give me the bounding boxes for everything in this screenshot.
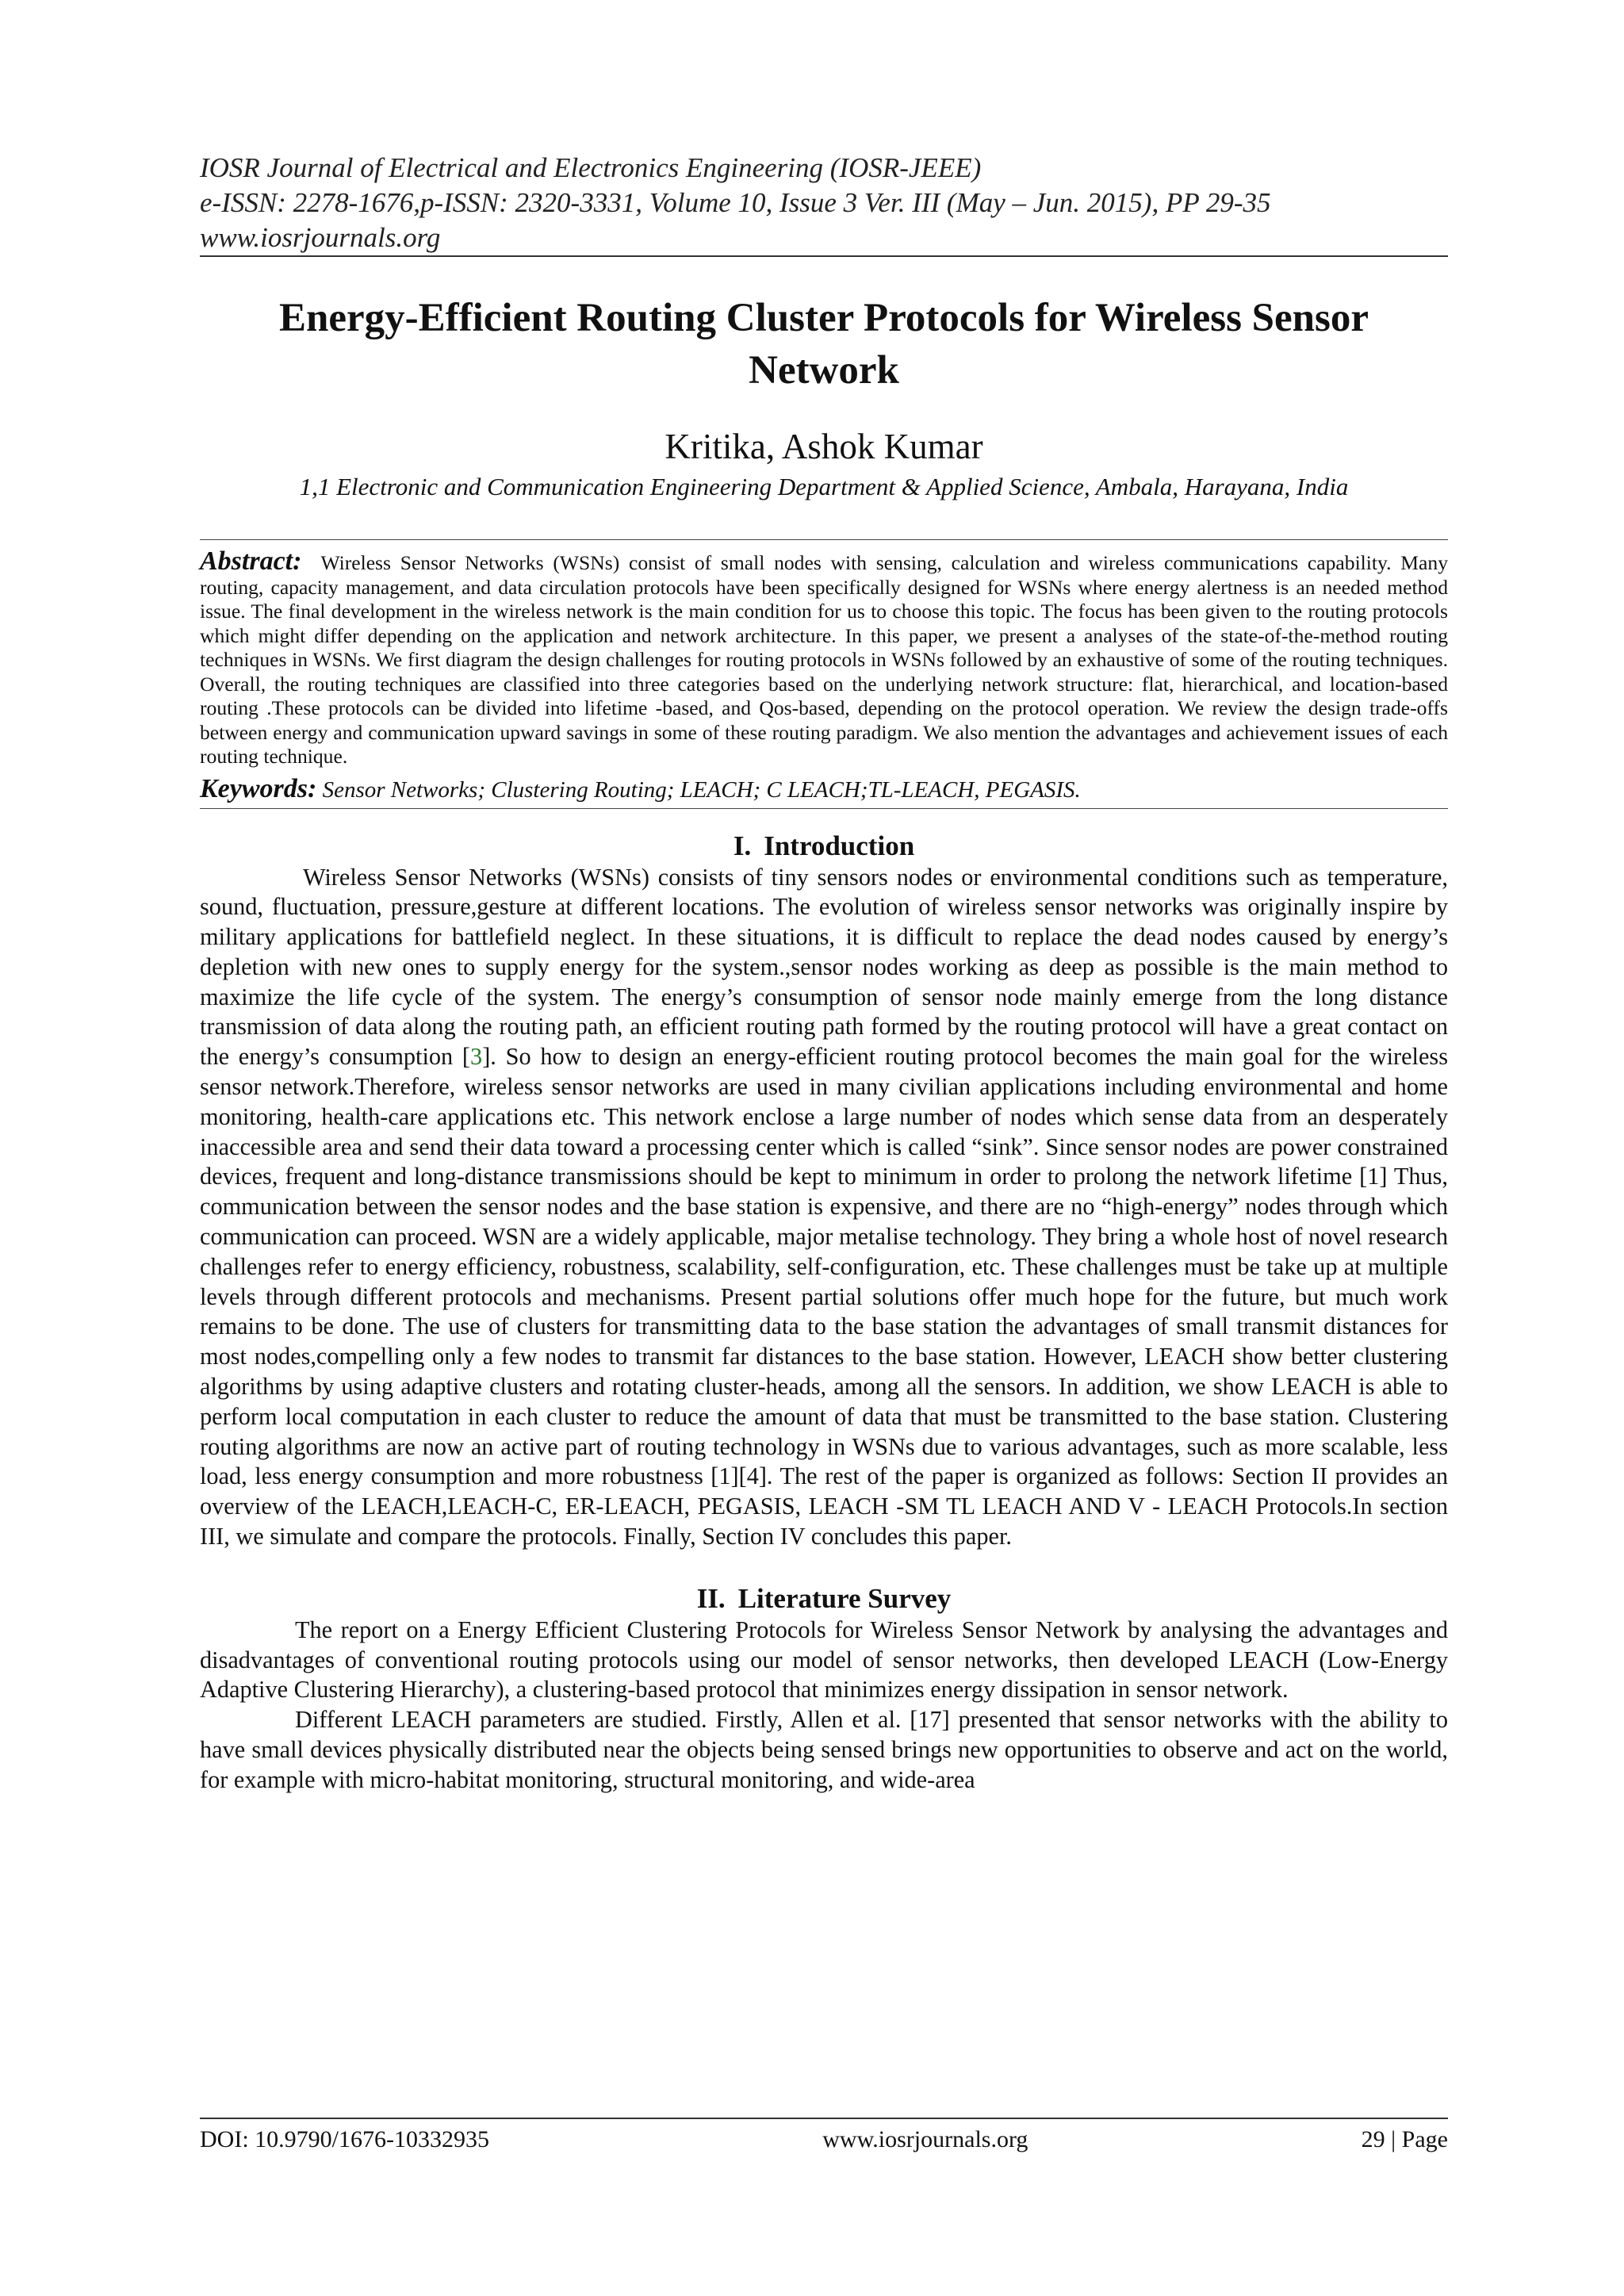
paper-page xyxy=(200,151,1448,1796)
section-title: Literature Survey xyxy=(737,1582,952,1614)
keywords xyxy=(200,774,1448,805)
section-number: I. xyxy=(733,830,752,861)
footer-page-number: 29 | Page xyxy=(1361,2126,1448,2152)
paragraph-text: ]. So how to design an energy-efficient routing protocol becomes the main goal for the wireless sensor network.Therefore, wireless sensor networks are used in many civilian applications including environmental and home monitoring, health-care applications etc. This network enclose a large number of nodes which sense data from an desperately inaccessible area and send their data toward a processing center which is called “sink”. Since sensor nodes are power constrained devices, frequent and long-distance transmissions should be kept to minimum in order to prolong the network lifetime [1] Thus, communication between the sensor nodes and the base station is expensive, and there are no “high-energy” nodes through which communication can proceed. WSN are a widely applicable, major metalise technology. They bring a whole host of novel research challenges refer to energy efficiency, robustness, scalability, self-configuration, etc. These challenges must be take up at multiple levels through different protocols and mechanisms. Present partial solutions offer much hope for the future, but much work remains to be done. The use of clusters for transmitting data to the base station the advantages of small transmit distances for most nodes,compelling only a few nodes to transmit far distances to the base station. However, LEACH show better clustering algorithms by using adaptive clusters and rotating cluster-heads, among all the sensors. In addition, we show LEACH is able to perform local computation in each cluster to reduce the amount of data that must be transmitted to the base station. Clustering routing algorithms are now an active part of routing technology in WSNs due to various advantages, such as more scalable, less load, less energy consumption and more robustness [1][4]. The rest of the paper is organized as follows: Section II provides an overview of the LEACH,LEACH-C, ER-LEACH, PEGASIS, LEACH -SM TL LEACH AND V - LEACH Protocols.In section III, we simulate and compare the protocols. Finally, Section IV concludes this paper. xyxy=(200,1043,1448,1550)
footer-site: www.iosrjournals.org xyxy=(822,2126,1028,2152)
section-heading-introduction xyxy=(200,830,1448,863)
page-footer xyxy=(200,2118,1448,2156)
header-divider xyxy=(200,255,1448,257)
section-number: II. xyxy=(696,1582,726,1614)
section-heading-literature-survey xyxy=(200,1582,1448,1616)
abstract-label: Abstract: xyxy=(200,546,302,576)
journal-url: www.iosrjournals.org xyxy=(200,222,441,253)
paper-authors: Kritika, Ashok Kumar xyxy=(665,427,983,466)
literature-paragraph: The report on a Energy Efficient Clustering Protocols for Wireless Sensor Network by analysing the advantages and disadvantages of conventional routing protocols using our model of sensor networks, then developed LEACH (Low-Energy Adaptive Clustering Hierarchy), a clustering-based protocol that minimizes energy dissipation in sensor network. xyxy=(200,1616,1448,1704)
journal-issn: e-ISSN: 2278-1676,p-ISSN: 2320-3331, Volume 10, Issue 3 Ver. III (May – Jun. 2015), PP 29-35 xyxy=(200,187,1271,218)
keywords-text: Sensor Networks; Clustering Routing; LEACH; C LEACH;TL-LEACH, PEGASIS. xyxy=(322,776,1081,803)
journal-header xyxy=(200,151,1448,255)
abstract-text: Wireless Sensor Networks (WSNs) consist of small nodes with sensing, calculation and wireless communications capability. Many routing, capacity management, and data circulation protocols have been specifically designed for WSNs where energy alertness is an needed method issue. The final development in the wireless network is the main condition for us to choose this topic. The focus has been given to the routing protocols which might differ depending on the application and network architecture. In this paper, we present a analyses of the state-of-the-method routing techniques in WSNs. We first diagram the design challenges for routing protocols in WSNs followed by an exhaustive of some of the routing techniques. Overall, the routing techniques are classified into three categories based on the underlying network structure: flat, hierarchical, and location-based routing .These protocols can be divided into lifetime -based, and Qos-based, depending on the protocol operation. We review the design trade-offs between energy and communication upward savings in some of these routing paradigm. We also mention the advantages and achievement issues of each routing technique. xyxy=(200,551,1448,768)
abstract-block xyxy=(200,530,1448,809)
section-title: Introduction xyxy=(764,830,915,861)
citation-link[interactable]: 3 xyxy=(470,1043,483,1071)
keywords-label: Keywords: xyxy=(200,773,317,803)
paragraph-text: Wireless Sensor Networks (WSNs) consists of tiny sensors nodes or environmental conditions such as temperature, sound, fluctuation, pressure,gesture at different locations. The evolution of wireless sensor networks was originally inspire by military applications for battlefield neglect. In these situations, it is difficult to replace the dead nodes caused by energy’s depletion with new ones to supply energy for the system.,sensor nodes working as deep as possible is the main method to maximize the life cycle of the system. The energy’s consumption of sensor node mainly emerge from the long distance transmission of data along the routing path, an efficient routing path formed by the routing protocol will have a great contact on the energy’s consumption [ xyxy=(200,863,1448,1071)
paper-title: Energy-Efficient Routing Cluster Protocols for Wireless Sensor Network xyxy=(278,296,1369,393)
abstract-bottom-divider xyxy=(200,808,1448,809)
literature-paragraph: Different LEACH parameters are studied. Firstly, Allen et al. [17] presented that sensor networks with the ability to have small devices physically distributed near the objects being sensed brings new opportunities to observe and act on the world, for example with micro-habitat monitoring, structural monitoring, and wide-area xyxy=(200,1706,1448,1793)
author-affiliation: 1,1 Electronic and Communication Engineering Department & Applied Science, Ambala, Harayana, India xyxy=(299,473,1349,500)
introduction-paragraph xyxy=(200,863,1448,1552)
journal-name: IOSR Journal of Electrical and Electronics Engineering (IOSR-JEEE) xyxy=(200,152,982,183)
abstract-top-divider xyxy=(200,539,1448,540)
abstract xyxy=(200,546,1448,769)
footer-doi: DOI: 10.9790/1676-10332935 xyxy=(200,2126,489,2152)
